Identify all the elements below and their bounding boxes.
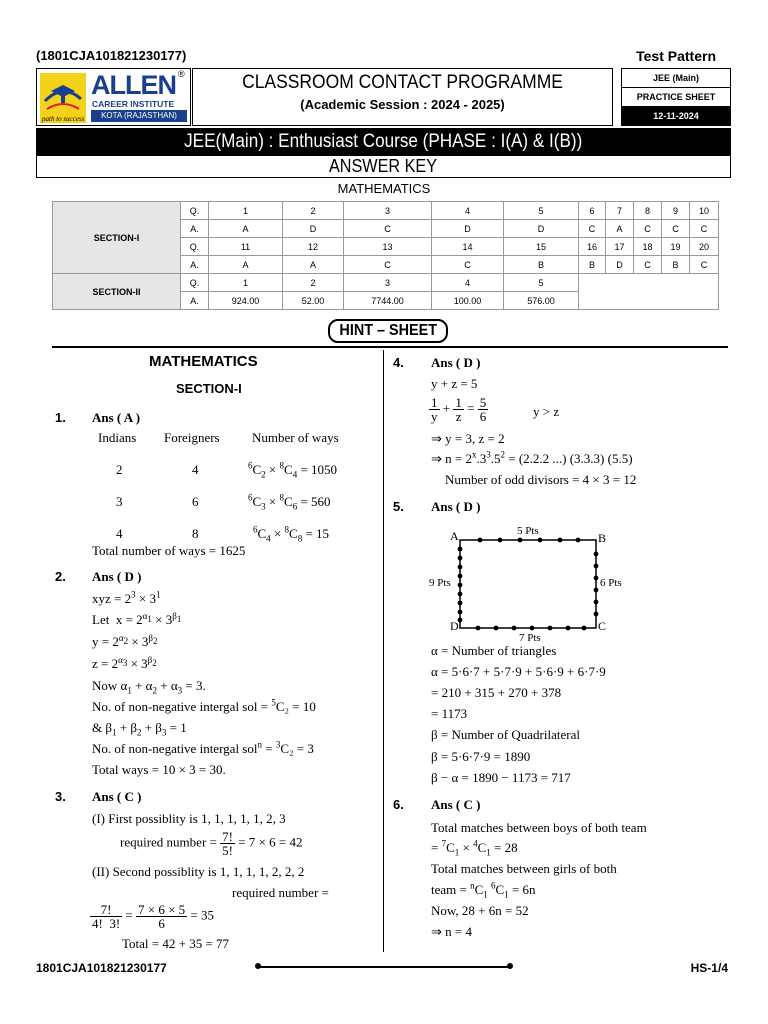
left-points [458,547,463,623]
q3-req2: $\frac{7!}{4! 3!}$ = $\frac{7 \times 6 \times 5}{6}$ = 35 [92,902,215,931]
document-code: (1801CJA101821230177) [36,48,187,63]
q2-line6: No. of non-negative intergal sol = $^5$C₂ = 10 [92,697,316,714]
footer-dot-left [255,963,261,969]
section-2-label: SECTION-II [53,274,181,310]
q6-number: 6. [393,797,404,812]
q4-fraction: $\frac{1}{y}$ [431,395,438,424]
q5-line3: = 210 + 315 + 270 + 378 [431,685,562,700]
q4-line4: ⇒ $n = 2^x.3^3.5^2 = (2.2.2$ ...) (3.3.3) (5.5) [431,449,633,466]
meta-exam: JEE (Main) [622,69,730,88]
program-box [192,68,613,126]
footer-dot-right [507,963,513,969]
q5-line4: = 1173 [431,706,468,721]
q3-answer: Ans ( C ) [92,789,142,804]
table-cell: B [662,256,690,274]
table-cell: C [344,220,432,238]
left-section: SECTION-I [176,381,242,396]
allen-logo [36,68,191,126]
q-label: Q. [181,238,209,256]
empty-cell [579,274,719,310]
q1-row3-foreigners: 8 [192,526,199,541]
q2-line1: xyz = $2^3 \times 3^1$ [92,589,161,606]
q6-answer: Ans ( C ) [431,797,481,812]
table-cell: 7 [606,202,634,220]
course-title-bar [36,128,731,155]
table-cell: 1 [209,202,283,220]
table-cell: 2 [283,202,344,220]
table-cell: 3 [344,202,432,220]
q6-line3: Total matches between girls of both [431,861,617,876]
sheet-meta [621,68,731,126]
q2-line4: $z = 2^{\alpha_3} \times 3^{\beta_2}$ [92,654,157,671]
program-title: CLASSROOM CONTACT PROGRAMME [242,72,563,93]
q2-nonneg1-text: No. of non-negative intergal sol = [92,699,272,714]
q4-line2: $\frac{1}{y}$ + $\frac{1}{z}$ = $\frac{5}{6}$ [431,395,487,424]
q2-number: 2. [55,569,66,584]
answer-key-bar [36,155,731,178]
q5-line6: β = 5·6·7·9 = 1890 [431,749,531,764]
q2-nonneg1-result: C₂ = 10 [275,699,316,714]
vertex-c: C [598,619,607,633]
table-cell: C [634,220,662,238]
q4-fraction: $\frac{5}{6}$ [479,395,487,424]
q2-line3: $y = 2^{\alpha_2} \times 3^{\beta_2}$ [92,632,158,649]
table-cell: D [504,220,579,238]
table-cell: 5 [504,202,579,220]
answer-key-title: ANSWER KEY [329,156,438,176]
table-cell: C [634,256,662,274]
q1-row3-result: = 15 [305,526,330,541]
q3-req1-label: required number = [120,834,217,850]
q6-line4: team = $^nC_1$ $^6C_1 = 6n$ [431,880,536,900]
table-cell: 8 [634,202,662,220]
q5-line5: β = Number of Quadrilateral [431,727,580,742]
table-cell: 576.00 [504,292,579,310]
q2-line7: & $\beta_1 + \beta_2 + \beta_3 = 1$ [92,720,187,738]
q1-row1-ways: $^6C_2 \times ^8C_4 = 1050$ [248,460,338,480]
table-cell: C [690,256,719,274]
q2-answer: Ans ( D ) [92,569,142,584]
q1-row3-indians: 4 [116,526,123,541]
column-divider [383,350,384,952]
table-cell: 7744.00 [344,292,432,310]
q3-req2-label: required number = [232,885,329,900]
table-cell: 4 [432,202,504,220]
table-row [53,274,719,292]
right-count: 6 Pts [600,577,622,589]
q1-row2-indians: 3 [116,494,123,509]
bottom-count: 7 Pts [519,632,541,644]
left-heading: MATHEMATICS [149,353,258,370]
table-cell: 100.00 [432,292,504,310]
q2-nonneg2-result: C₂ = 3 [280,741,314,756]
q5-rectangle-figure [420,522,632,644]
hint-divider [52,346,728,348]
q4-line3: ⇒ y = 3, z = 2 [431,431,505,446]
table-cell: 12 [283,238,344,256]
q4-fraction: $\frac{1}{z}$ [455,395,462,424]
q6-line6: ⇒ n = 4 [431,924,472,939]
table-cell: 52.00 [283,292,344,310]
q5-line1: α = Number of triangles [431,643,557,658]
vertex-b: B [598,531,607,545]
q1-row2-foreigners: 6 [192,494,199,509]
table-cell: 14 [432,238,504,256]
answer-key-table [52,201,719,310]
top-count: 5 Pts [517,525,539,537]
q5-line2: α = 5·6·7 + 5·7·9 + 5·6·9 + 6·7·9 [431,664,606,679]
vertex-a: A [450,529,459,543]
subject-label: MATHEMATICS [337,181,431,196]
q3-req1-result: = 7 × 6 = 42 [238,834,303,850]
q3-req2-result: = 35 [190,907,215,923]
q6-line5: Now, 28 + 6n = 52 [431,903,529,918]
q4-number: 4. [393,355,404,370]
table-cell: 3 [344,274,432,292]
q5-answer: Ans ( D ) [431,499,481,514]
logo-city: KOTA (RAJASTHAN) [91,110,187,122]
q1-answer: Ans ( A ) [92,410,141,425]
logo-registered: ® [178,69,185,79]
q3-req1 [120,830,302,857]
q2-line8: No. of non-negative intergal sol$^n$ = $^3$C₂ = 3 [92,739,314,756]
q3-case1: (I) First possiblity is 1, 1, 1, 1, 1, 2, 3 [92,811,286,826]
q2-nonneg2-text: No. of non-negative intergal sol [92,741,258,756]
table-cell: 19 [662,238,690,256]
page-number: HS-1/4 [690,961,728,975]
q3-fraction: $\frac{7!}{5!}$ [222,829,233,858]
hint-sheet-title: HINT – SHEET [339,322,437,339]
table-cell: 6 [579,202,606,220]
a-label: A. [181,220,209,238]
q5-number: 5. [393,499,404,514]
q-label: Q. [181,202,209,220]
table-cell: D [432,220,504,238]
q2-line5: Now $\alpha_1 + \alpha_2 + \alpha_3 = 3$. [92,678,206,696]
left-count: 9 Pts [429,577,451,589]
q1-row1-result: = 1050 [300,462,338,477]
q1-row1-foreigners: 4 [192,462,199,477]
q4-line5: Number of odd divisors = 4 × 3 = 12 [445,472,637,487]
q3-case2: (II) Second possiblity is 1, 1, 1, 1, 2, 2, 2 [92,864,305,879]
logo-brand: ALLEN [91,70,176,100]
q3-fraction: $\frac{7!}{4! 3!}$ [92,902,121,931]
table-cell: 1 [209,274,283,292]
test-pattern-label: Test Pattern [636,48,716,64]
q1-row2-ways: $^6C_3 \times ^8C_6 = 560$ [248,492,331,512]
footer-code: 1801CJA101821230177 [36,961,167,975]
q1-header-indians: Indians [98,430,137,445]
q2-total: Total ways = 10 × 3 = 30. [92,762,226,777]
q3-fraction: $\frac{7 \times 6 \times 5}{6}$ [138,902,186,931]
q4-answer: Ans ( D ) [431,355,481,370]
table-cell: 9 [662,202,690,220]
course-title: JEE(Main) : Enthusiast Course (PHASE : I(A) & I(B)) [184,131,583,152]
footer-rule [258,966,510,968]
q1-header-ways: Number of ways [252,430,339,445]
meta-date: 12-11-2024 [622,107,730,126]
table-cell: 5 [504,274,579,292]
q1-row2-result: = 560 [300,494,331,509]
table-cell: C [432,256,504,274]
q6-line2: = $^7C_1 \times ^4C_1 = 28$ [431,838,518,858]
table-cell: C [344,256,432,274]
logo-tagline: path to success [42,115,85,123]
table-cell: C [690,220,719,238]
section-1-label: SECTION-I [53,202,181,274]
logo-subtitle: CAREER INSTITUTE [92,99,175,109]
table-cell: A [209,220,283,238]
a-label: A. [181,292,209,310]
q2-line2: Let $x = 2^{\alpha_1} \times 3^{\beta_1}$ [92,610,182,627]
meta-sheet-type: PRACTICE SHEET [622,88,730,107]
q4-line1: y + z = 5 [431,376,478,391]
q3-total: Total = 42 + 35 = 77 [122,936,230,951]
table-cell: A [209,256,283,274]
program-session: (Academic Session : 2024 - 2025) [300,97,505,112]
q5-line7: β − α = 1890 − 1173 = 717 [431,770,571,785]
table-cell: A [606,220,634,238]
table-cell: 17 [606,238,634,256]
q1-number: 1. [55,410,66,425]
table-cell: A [283,256,344,274]
q1-row1-indians: 2 [116,462,123,477]
q1-header-foreigners: Foreigners [164,430,220,445]
table-cell: 18 [634,238,662,256]
table-cell: 20 [690,238,719,256]
table-cell: 11 [209,238,283,256]
q3-number: 3. [55,789,66,804]
table-cell: 13 [344,238,432,256]
table-cell: 4 [432,274,504,292]
table-cell: C [662,220,690,238]
table-cell: B [504,256,579,274]
hint-sheet-badge [328,319,448,343]
table-cell: 15 [504,238,579,256]
table-cell: 2 [283,274,344,292]
table-cell: 16 [579,238,606,256]
table-cell: D [283,220,344,238]
table-cell: C [579,220,606,238]
table-cell: B [579,256,606,274]
table-cell: 10 [690,202,719,220]
q1-row3-ways: $^6C_4 \times ^8C_8 = 15$ [253,524,330,544]
table-row [53,202,719,220]
q-label: Q. [181,274,209,292]
q1-total: Total number of ways = 1625 [92,543,246,558]
vertex-d: D [450,619,459,633]
table-cell: D [606,256,634,274]
q6-line1: Total matches between boys of both team [431,820,647,835]
table-cell: 924.00 [209,292,283,310]
q4-condition: y > z [533,404,560,419]
a-label: A. [181,256,209,274]
